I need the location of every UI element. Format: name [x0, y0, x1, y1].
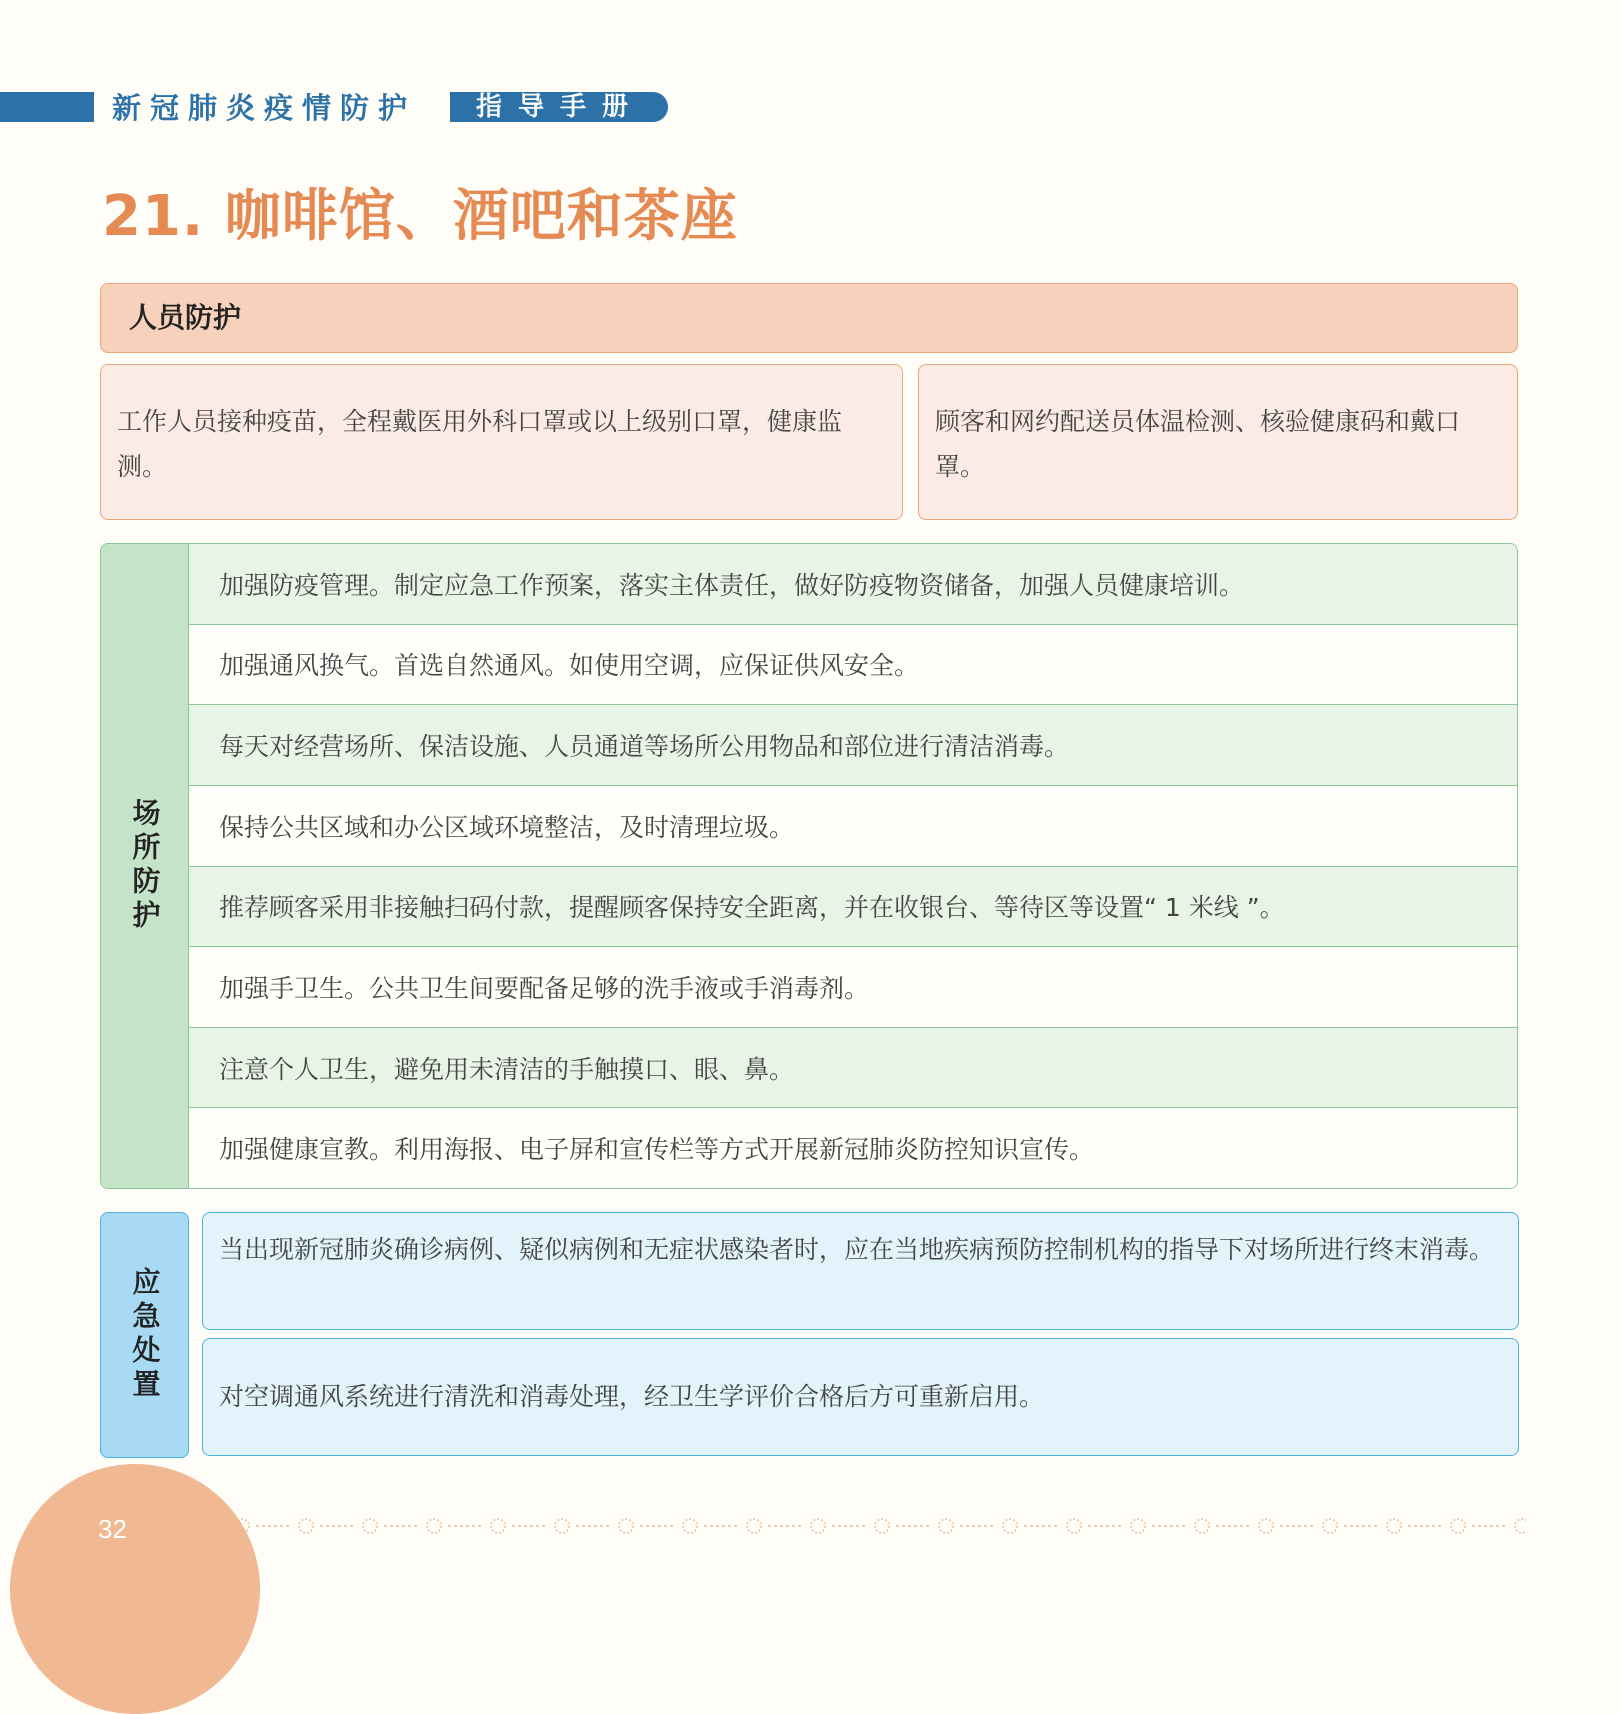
place-row: 加强健康宣教。利用海报、电子屏和宣传栏等方式开展新冠肺炎防控知识宣传。 — [189, 1107, 1517, 1188]
place-row: 保持公共区域和办公区域环境整洁，及时清理垃圾。 — [189, 785, 1517, 866]
header-pill: 指导手册 — [450, 92, 668, 122]
place-protection-label-cell — [101, 544, 189, 1188]
place-protection-rows — [189, 544, 1517, 1188]
emergency-label: 应急处置 — [128, 1267, 162, 1403]
place-protection-table — [100, 543, 1518, 1189]
place-protection-label: 场所防护 — [128, 798, 162, 934]
place-row: 加强通风换气。首选自然通风。如使用空调，应保证供风安全。 — [189, 624, 1517, 705]
place-row: 注意个人卫生，避免用未清洁的手触摸口、眼、鼻。 — [189, 1027, 1517, 1108]
page-title: 21. 咖啡馆、酒吧和茶座 — [102, 184, 738, 249]
footer-decorative-circle — [10, 1464, 260, 1714]
personnel-staff-box: 工作人员接种疫苗，全程戴医用外科口罩或以上级别口罩，健康监测。 — [100, 364, 903, 520]
emergency-label-cell — [100, 1212, 189, 1458]
section-heading-personnel: 人员防护 — [100, 283, 1518, 353]
footer-dotted-line — [236, 1516, 1526, 1536]
place-row: 加强手卫生。公共卫生间要配备足够的洗手液或手消毒剂。 — [189, 946, 1517, 1027]
personnel-customer-box: 顾客和网约配送员体温检测、核验健康码和戴口罩。 — [918, 364, 1518, 520]
place-row: 推荐顾客采用非接触扫码付款，提醒顾客保持安全距离，并在收银台、等待区等设置“ 1 米线 ”。 — [189, 866, 1517, 947]
page-number: 32 — [98, 1514, 127, 1544]
place-row: 加强防疫管理。制定应急工作预案，落实主体责任，做好防疫物资储备，加强人员健康培训。 — [189, 544, 1517, 624]
header-accent-bar — [0, 92, 94, 122]
emergency-item-disinfection: 当出现新冠肺炎确诊病例、疑似病例和无症状感染者时，应在当地疾病预防控制机构的指导下对场所进行终末消毒。 — [202, 1212, 1519, 1330]
place-row: 每天对经营场所、保洁设施、人员通道等场所公用物品和部位进行清洁消毒。 — [189, 704, 1517, 785]
header-title: 新冠肺炎疫情防护 — [112, 91, 417, 125]
emergency-item-ventilation: 对空调通风系统进行清洗和消毒处理，经卫生学评价合格后方可重新启用。 — [202, 1338, 1519, 1456]
